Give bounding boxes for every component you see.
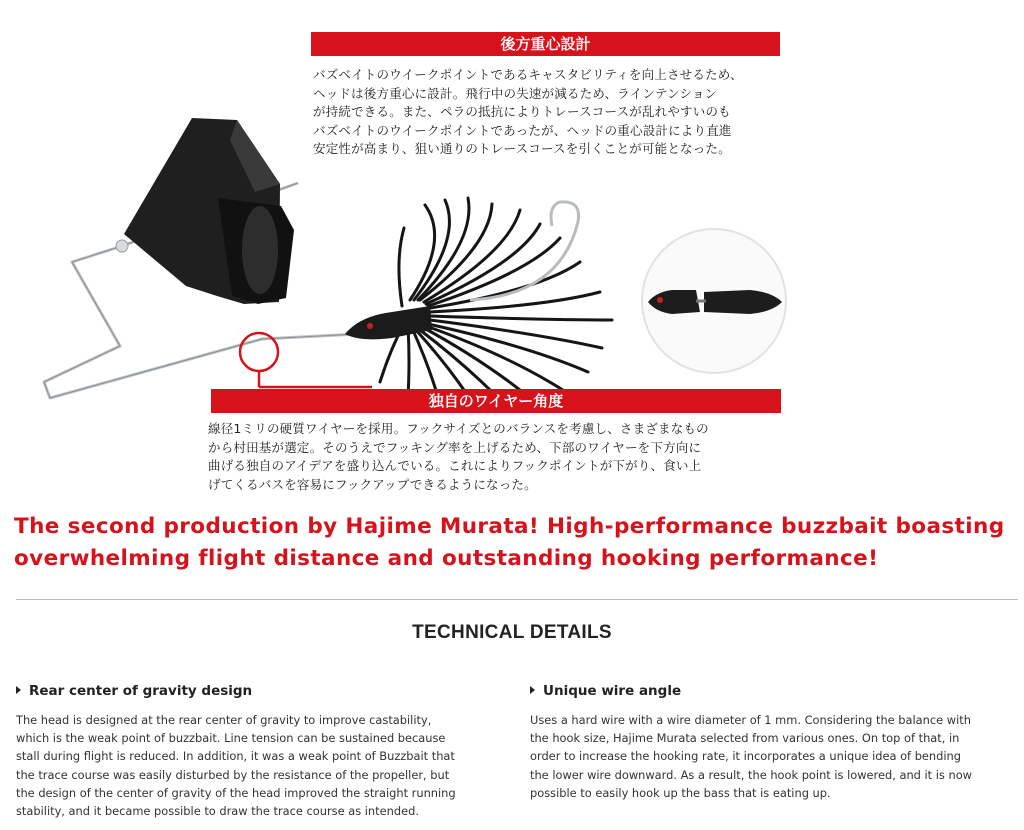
text-line: The head is designed at the rear center of gravity to improve castability, xyxy=(16,713,432,727)
text-line: 安定性が高まり、狙い通りのトレースコースを引くことが可能となった。 xyxy=(313,141,731,156)
text-line: which is the weak point of buzzbait. Line tension can be sustained because xyxy=(16,731,446,746)
text-line: possible to easily hook up the bass that is eating up. xyxy=(530,785,831,800)
left-heading xyxy=(16,683,252,699)
text-line: バズベイトのウイークポイントであるキャスタビリティを向上させるため、 xyxy=(313,67,743,82)
text-line: 曲げる独自のアイデアを盛り込んでいる。これによりフックポイントが下がり、食い上 xyxy=(208,458,702,473)
right-description xyxy=(530,711,1020,802)
text-line: the trace course was easily disturbed by the resistance of the propeller, but xyxy=(16,767,450,782)
text-line: stall during flight is reduced. In addition, it was a weak point of Buzzbait that xyxy=(16,749,455,764)
section-divider xyxy=(16,599,1018,600)
callout-title-rear-gravity: 後方重心設計 xyxy=(311,32,780,56)
text-line: ヘッドは後方重心に設計。飛行中の失速が減るため、ラインテンション xyxy=(313,85,718,101)
text-line: order to increase the hooking rate, it incorporates a unique idea of bending xyxy=(530,749,961,764)
headline-line: The second production by Hajime Murata! High-performance buzzbait boasting xyxy=(14,514,1005,539)
right-heading xyxy=(530,683,681,699)
text-line: Uses a hard wire with a wire diameter of 1 mm. Considering the balance with xyxy=(530,713,971,727)
text-line: the hook size, Hajime Murata selected from various ones. On top of that, in xyxy=(530,731,960,746)
technical-details-title: TECHNICAL DETAILS xyxy=(412,622,612,643)
text-line: the lower wire downward. As a result, the hook point is lowered, and it is now xyxy=(530,767,972,782)
callout-text-rear-gravity xyxy=(313,66,793,159)
callout-text-wire-angle xyxy=(208,420,798,494)
propeller-blade xyxy=(124,118,294,304)
text-line: the design of the center of gravity of the head improved the straight running xyxy=(16,785,456,800)
text-line: バズベイトのウイークポイントであったが、ヘッドの重心設計により直進 xyxy=(313,122,732,138)
text-line: 線径1ミリの硬質ワイヤーを採用。フックサイズとのバランスを考慮し、さまざまなもの xyxy=(208,421,709,436)
left-heading-label: Rear center of gravity design xyxy=(29,683,253,699)
right-heading-label: Unique wire angle xyxy=(543,683,682,699)
callout-title-wire-angle: 独自のワイヤー角度 xyxy=(211,389,781,413)
text-line: stability, and it became possible to draw the trace course as intended. xyxy=(16,804,419,819)
text-line: から村田基が選定。そのうえでフッキング率を上げるため、下部のワイヤーを下方向に xyxy=(208,439,702,455)
text-line: げてくるバスを容易にフックアップできるようになった。 xyxy=(208,476,537,492)
triangle-right-icon xyxy=(16,686,21,694)
product-headline xyxy=(14,511,1014,575)
head-detail-inset xyxy=(642,229,786,373)
text-line: が持続できる。また、ペラの抵抗によりトレースコースが乱れやすいのも xyxy=(313,104,731,119)
left-description xyxy=(16,711,516,820)
headline-line: overwhelming flight distance and outstanding hooking performance! xyxy=(14,546,879,571)
triangle-right-icon xyxy=(530,686,535,694)
